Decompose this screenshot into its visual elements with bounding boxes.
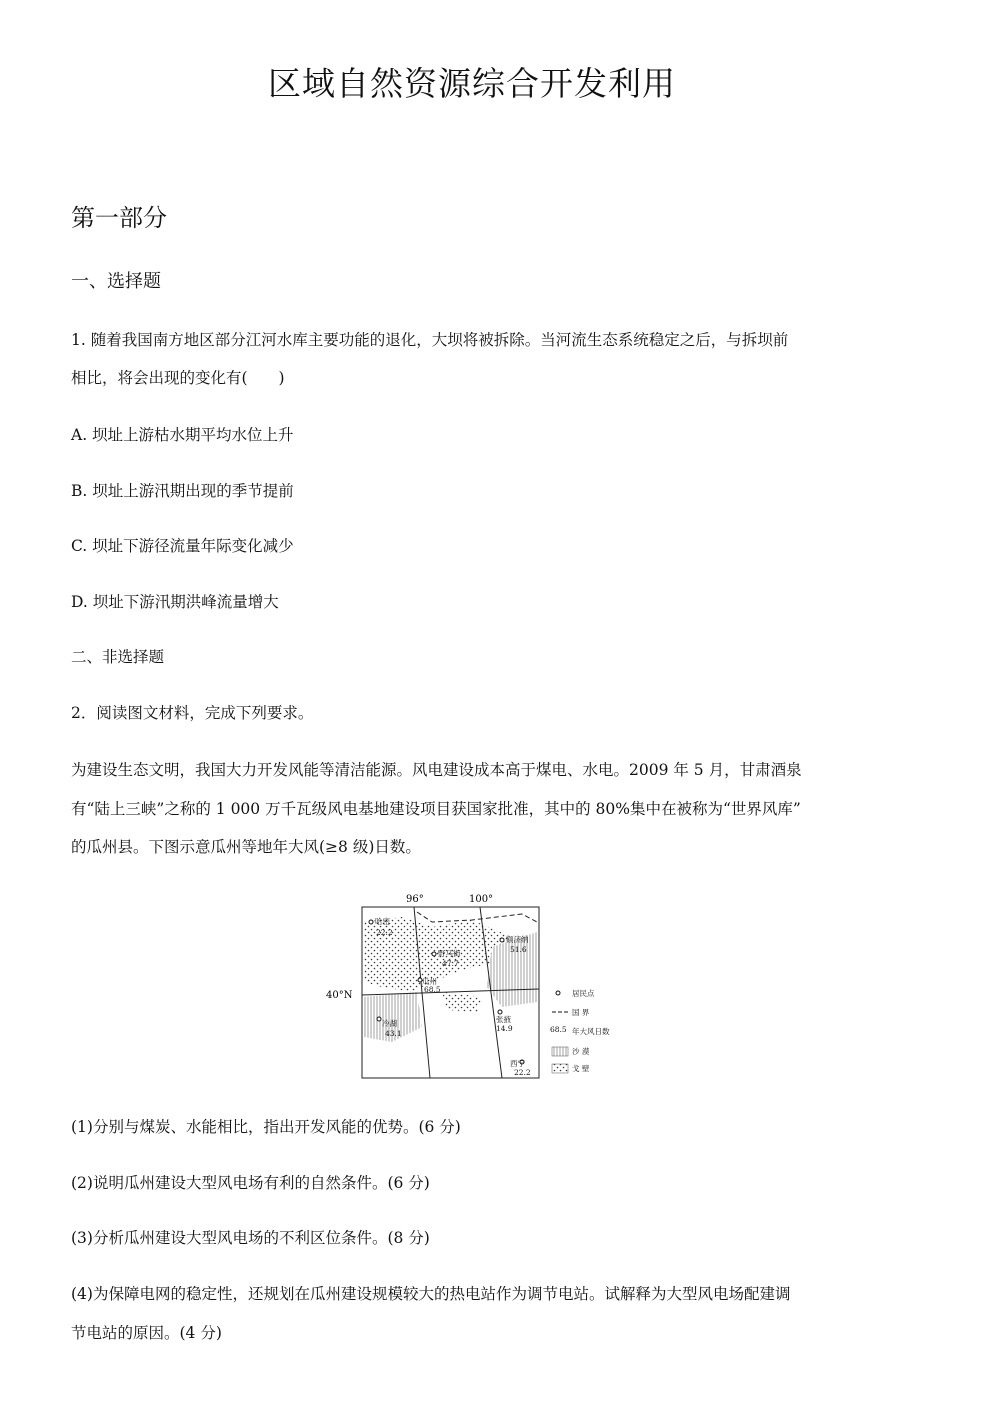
value-xining: 22.2 — [514, 1068, 531, 1077]
page-title: 区域自然资源综合开发利用 — [268, 64, 676, 103]
q2-sub-4-line1: (4)为保障电网的稳定性，还规划在瓜州建设规模较大的热电站作为调节电站。试解释为大型风电场配建调 — [71, 1285, 791, 1303]
place-ejina: 额济纳 — [506, 935, 529, 944]
q1-stem-line1: 1. 随着我国南方地区部分江河水库主要功能的退化，大坝将被拆除。当河流生态系统稳定之后，与拆坝前 — [71, 331, 789, 349]
settlement-icon — [500, 938, 504, 942]
place-guazhou: 瓜州 — [422, 977, 437, 986]
q2-material-line2: 有“陆上三峡”之称的 1 000 万千瓦级风电基地建设项目获国家批准，其中的 80%集中在被称为“世界风库” — [71, 800, 801, 818]
q1-option-b: B. 坝址上游汛期出现的季节提前 — [71, 482, 294, 500]
legend-settlement: 居民点 — [572, 989, 595, 998]
lon-label-96: 96° — [406, 894, 424, 905]
legend-desert-swatch — [552, 1047, 568, 1056]
q2-sub-2: (2)说明瓜州建设大型风电场有利的自然条件。(6 分) — [71, 1174, 430, 1192]
value-yemajie: 47.7 — [442, 959, 459, 968]
q1-option-d: D. 坝址下游汛期洪峰流量增大 — [71, 593, 279, 611]
q2-material-line3: 的瓜州县。下图示意瓜州等地年大风(≥8 级)日数。 — [71, 838, 421, 856]
q2-sub-1: (1)分别与煤炭、水能相比，指出开发风能的优势。(6 分) — [71, 1118, 461, 1136]
lat-label: 40°N — [326, 990, 353, 1001]
legend-border: 国 界 — [572, 1008, 590, 1017]
place-hami: 哈密 — [375, 917, 390, 926]
section-heading-nonchoice: 二、非选择题 — [71, 648, 165, 666]
legend-wind-days: 年大风日数 — [572, 1027, 610, 1036]
value-hami: 22.2 — [376, 928, 393, 937]
place-xining: 西宁 — [510, 1059, 525, 1068]
settlement-icon — [498, 1010, 502, 1014]
value-guazhou: 68.5 — [424, 985, 441, 994]
section-heading-choice: 一、选择题 — [71, 271, 161, 292]
settlement-icon — [432, 952, 436, 956]
part-heading: 第一部分 — [71, 204, 167, 232]
wind-days-map — [322, 892, 622, 1082]
map-legend — [550, 988, 610, 1073]
value-lenghu: 43.1 — [385, 1029, 402, 1038]
settlement-icon — [369, 920, 373, 924]
q2-sub-3: (3)分析瓜州建设大型风电场的不利区位条件。(8 分) — [71, 1229, 430, 1247]
q2-sub-4-line2: 节电站的原因。(4 分) — [71, 1324, 222, 1342]
legend-sample-value: 68.5 — [550, 1025, 567, 1034]
q1-option-c: C. 坝址下游径流量年际变化减少 — [71, 537, 294, 555]
value-zhangye: 14.9 — [496, 1024, 513, 1033]
legend-gobi-swatch — [552, 1064, 568, 1073]
lon-label-100: 100° — [469, 894, 494, 905]
q1-stem-line2: 相比，将会出现的变化有( ) — [71, 369, 285, 387]
legend-gobi: 戈 壁 — [572, 1064, 590, 1073]
settlement-icon — [377, 1017, 381, 1021]
place-zhangye: 张掖 — [496, 1015, 511, 1024]
q2-material-line1: 为建设生态文明，我国大力开发风能等清洁能源。风电建设成本高于煤电、水电。2009 年 5 月，甘肃酒泉 — [71, 761, 802, 779]
q2-stem: 2．阅读图文材料，完成下列要求。 — [71, 704, 314, 722]
legend-settlement-icon — [556, 991, 560, 995]
legend-desert: 沙 漠 — [572, 1047, 590, 1056]
place-yemajie: 野马街 — [438, 949, 461, 958]
q1-option-a: A. 坝址上游枯水期平均水位上升 — [71, 426, 294, 444]
value-ejina: 51.6 — [510, 945, 527, 954]
place-lenghu: 冷湖 — [382, 1019, 397, 1028]
